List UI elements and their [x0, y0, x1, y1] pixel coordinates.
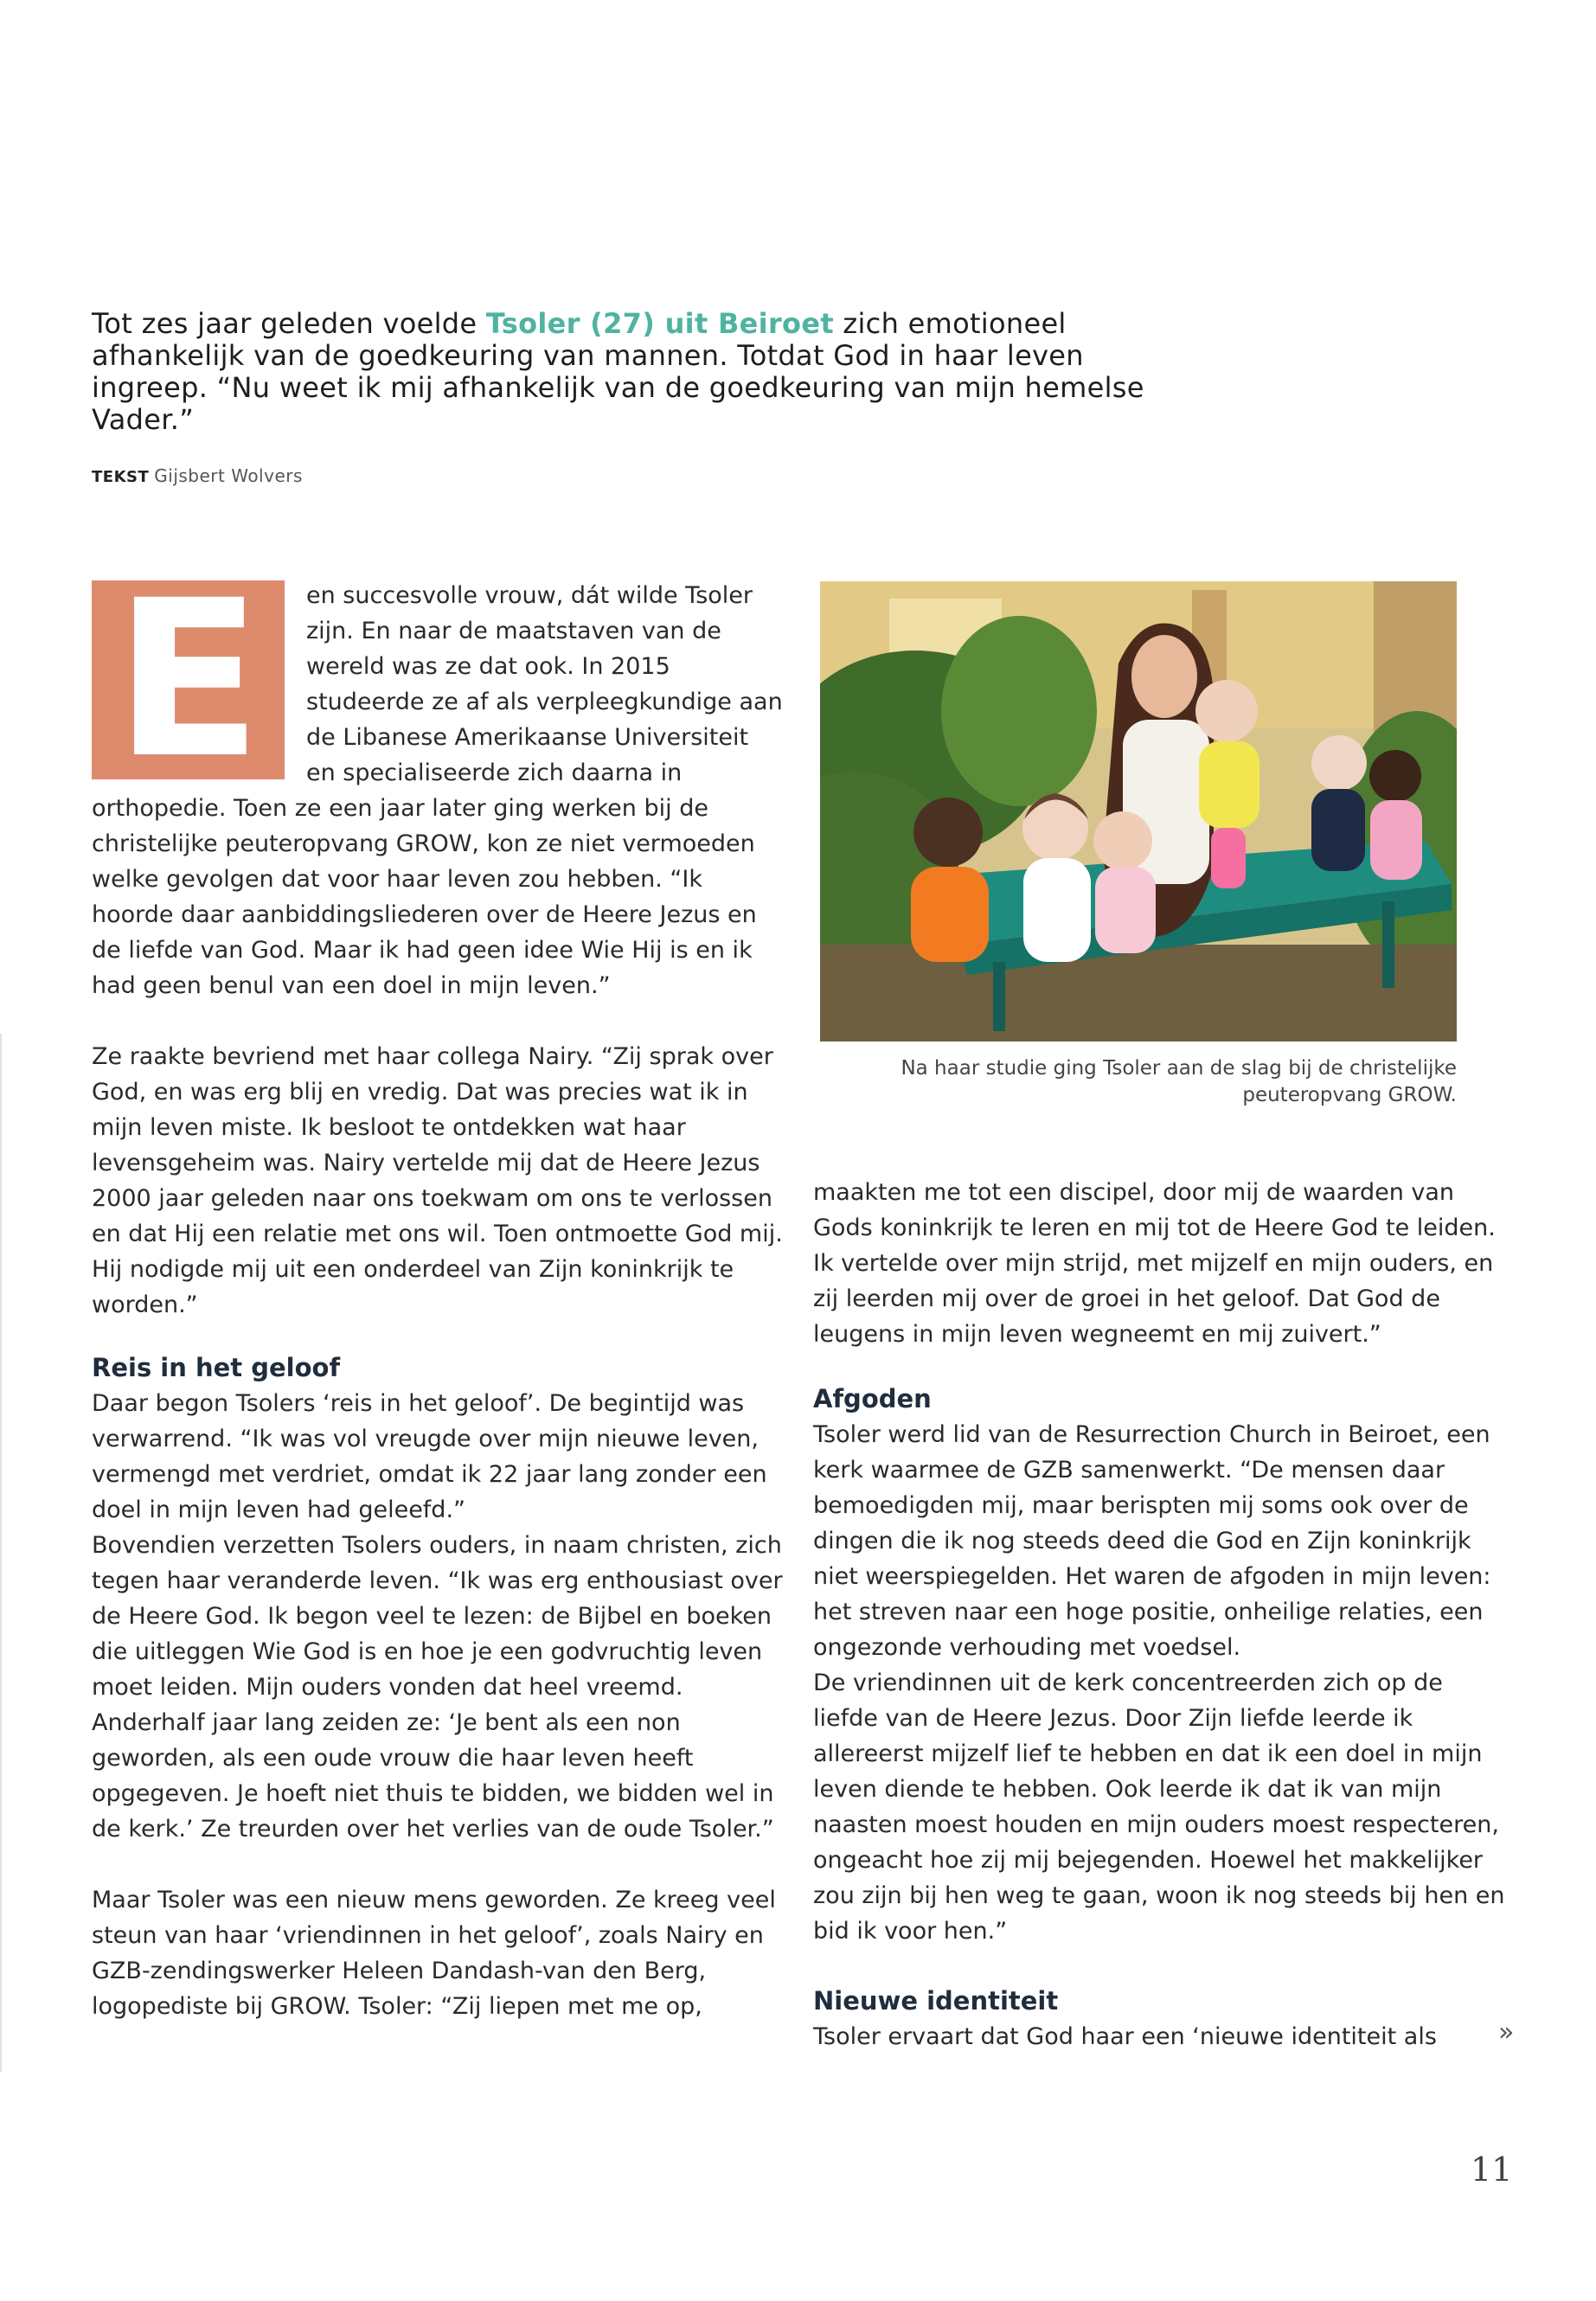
heading-reis-in-het-geloof: Reis in het geloof: [92, 1353, 341, 1382]
paragraph-5: Maar Tsoler was een nieuw mens geworden. Ze kreeg veel steun van haar ‘vriendinnen in het geloof’, zoals Nairy en GZB-zendingswerker Heleen Dandash-van den Berg, logopediste bij GROW. Tsoler: “Zij liepen met me op,: [92, 1887, 776, 2020]
byline-author: Gijsbert Wolvers: [154, 465, 303, 486]
photo-caption: Na haar studie ging Tsoler aan de slag bij de christelijke peuteropvang GROW.: [901, 1057, 1457, 1106]
photo-illustration: [820, 581, 1457, 1042]
paragraph-2: Ze raakte bevriend met haar collega Nairy. “Zij sprak over God, en was erg blij en vredig. Dat was precies wat ik in mijn leven miste. Ik besloot te ontdekken wat haar levensgeheim was. Nairy vertelde mij dat de Heere Jezus 2000 jaar geleden naar ons toekwam om ons te verlossen en dat Hij een relatie met ons wil. Toen ontmoette God mij. Hij nodigde mij uit een onderdeel van Zijn koninkrijk te worden.”: [92, 1043, 783, 1318]
intro-text-before: Tot zes jaar geleden voelde: [92, 307, 486, 340]
drop-cap: [92, 554, 285, 805]
byline: [92, 465, 303, 486]
left-column: [92, 554, 784, 2024]
paragraph-7: Tsoler werd lid van de Resurrection Church in Beiroet, een kerk waarmee de GZB samenwerkt. “De mensen daar bemoedigden mij, maar berispten mij soms ook over de dingen die ik nog steeds deed die God en Zijn koninkrijk niet weerspiegelden. Het waren de afgoden in mijn leven: het streven naar een hoge positie, onheilige relaties, een ongezonde verhouding met voedsel.: [813, 1421, 1491, 1661]
heading-nieuwe-identiteit: Nieuwe identiteit: [813, 1986, 1059, 2016]
right-column-top: [813, 1175, 1505, 1352]
paragraph-9: Tsoler ervaart dat God haar een ‘nieuwe identiteit als: [813, 2023, 1437, 2050]
page-number: 11: [1471, 2150, 1513, 2189]
paragraph-6: maakten me tot een discipel, door mij de waarden van Gods koninkrijk te leren en mij tot de Heere God te leiden. Ik vertelde over mijn strijd, met mijzelf en mijn ouders, en zij leerden mij over de groei in het geloof. Dat God de leugens in mijn leven wegneemt en mij zuivert.”: [813, 1179, 1496, 1348]
right-column-middle: [813, 1381, 1505, 1949]
drop-cap-letter: E: [114, 554, 262, 805]
paragraph-8: De vriendinnen uit de kerk concentreerden zich op de liefde van de Heere Jezus. Door Zijn liefde leerde ik allereerst mijzelf lief te hebben en dat ik een doel in mijn leven diende te hebben. Ook leerde ik dat ik van mijn naasten moest houden en mijn ouders moest respecteren, ongeacht hoe zij mij bejegenden. Hoewel het makkelijker zou zijn bij hen weg te gaan, woon ik nog steeds bij hen en bid ik voor hen.”: [813, 1670, 1505, 1945]
paragraph-3: Daar begon Tsolers ‘reis in het geloof’. De begintijd was verwarrend. “Ik was vol vreugde over mijn nieuwe leven, vermengd met verdriet, omdat ik 22 jaar lang zonder een doel in mijn leven had geleefd.”: [92, 1390, 767, 1523]
right-column-bottom: [813, 1984, 1453, 2054]
intro-text-after: zich emotioneel afhankelijk van de goedkeuring van mannen. Totdat God in haar leven ingreep. “Nu weet ik mij afhankelijk van de goedkeuring van mijn hemelse Vader.”: [92, 307, 1144, 436]
page-edge-line: [0, 1034, 2, 2072]
heading-afgoden: Afgoden: [813, 1384, 932, 1413]
continue-arrow-icon: »: [1498, 2017, 1515, 2048]
paragraph-4: Bovendien verzetten Tsolers ouders, in naam christen, zich tegen haar veranderde leven. “Ik was erg enthousiast over de Heere God. Ik begon veel te lezen: de Bijbel en boeken die uitleggen Wie God is en hoe je een godvruchtig leven moet leiden. Mijn ouders vonden dat heel vreemd. Anderhalf jaar lang zeiden ze: ‘Je bent als een non geworden, als een oude vrouw die haar leven heeft opgegeven. Je hoeft niet thuis te bidden, we bidden wel in de kerk.’ Ze treurden over het verlies van de oude Tsoler.”: [92, 1532, 783, 1843]
intro-lead: [92, 308, 1208, 436]
intro-highlight: Tsoler (27) uit Beiroet: [485, 307, 834, 340]
article-photo: [820, 581, 1457, 1042]
paragraph-1: en succesvolle vrouw, dát wilde Tsoler zijn. En naar de maatstaven van de wereld was ze dat ook. In 2015 studeerde ze af als verpleegkundige aan de Libanese Amerikaanse Universiteit en specialiseerde zich daarna in orthopedie. Toen ze een jaar later ging werken bij de christelijke peuteropvang GROW, kon ze niet vermoeden welke gevolgen dat voor haar leven zou hebben. “Ik hoorde daar aanbiddingsliederen over de Heere Jezus en de liefde van God. Maar ik had geen idee Wie Hij is en ik had geen benul van een doel in mijn leven.”: [92, 582, 783, 999]
byline-label: TEKST: [92, 468, 150, 486]
